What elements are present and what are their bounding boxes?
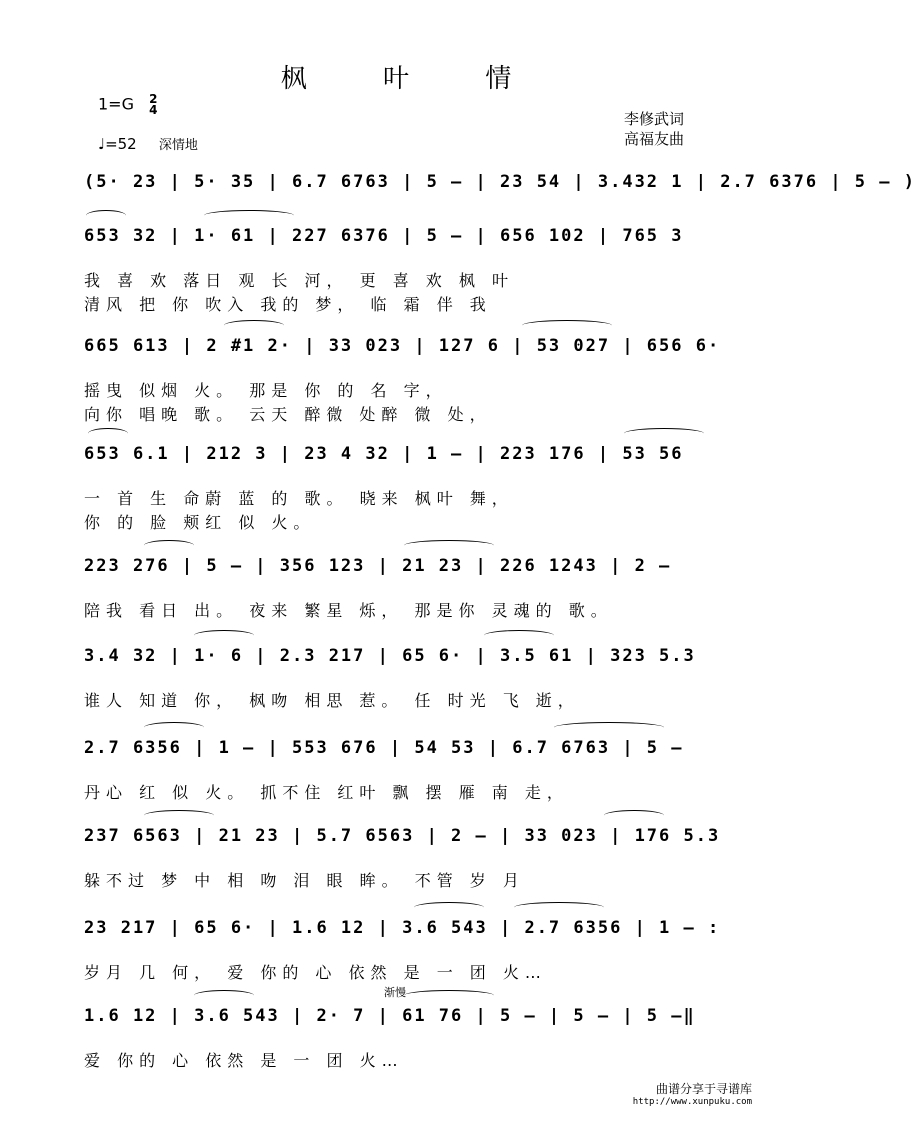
slur — [224, 320, 284, 331]
lyrics-verse-1: 爱 你的 心 依然 是 一 团 火… — [84, 1051, 404, 1070]
lyrics-verse-1: 陪我 看日 出。 夜来 繁星 烁， 那是你 灵魂的 歌。 — [84, 601, 613, 620]
tempo-label: ♩=52 — [98, 135, 137, 153]
notation-row: 237 6563 | 21 23 | 5.7 6563 | 2 – | 33 023 | 176 5.3 — [84, 826, 721, 846]
site-footer — [633, 1083, 752, 1109]
notation-row: 653 6.1 | 212 3 | 23 4 32 | 1 – | 223 176 | 53 56 — [84, 444, 684, 464]
slur — [414, 902, 484, 913]
lyricist-credit: 李修武词 — [624, 110, 685, 128]
lyrics-verse-1: 一 首 生 命蔚 蓝 的 歌。 晓来 枫叶 舞， — [84, 489, 514, 508]
slur — [604, 810, 664, 821]
slur — [554, 722, 664, 733]
slur — [194, 630, 254, 641]
key-label: 1=G — [98, 94, 134, 114]
score-line-3 — [84, 336, 721, 454]
notation-row: 23 217 | 65 6· | 1.6 12 | 3.6 543 | 2.7 6356 | 1 – : — [84, 918, 721, 938]
composer-credit: 高福友曲 — [624, 130, 685, 148]
notation-row: (5· 23 | 5· 35 | 6.7 6763 | 5 – | 23 54 | 3.432 1 | 2.7 6376 | 5 – ) — [84, 172, 916, 192]
tempo-marking — [98, 134, 198, 153]
slur — [484, 630, 554, 641]
time-signature — [149, 94, 157, 116]
time-bottom: 4 — [149, 103, 158, 117]
time-top: 2 — [149, 92, 158, 106]
slur — [88, 428, 128, 439]
lyrics-verse-1: 丹心 红 似 火。 抓不住 红叶 飘 摆 雁 南 走， — [84, 783, 569, 802]
notation-row: 665 613 | 2 #1 2· | 33 023 | 127 6 | 53 027 | 656 6· — [84, 336, 721, 356]
lyrics-verse-1: 摇曳 似烟 火。 那是 你 的 名 字， — [84, 381, 448, 400]
key-signature — [98, 94, 157, 116]
notation-row: 2.7 6356 | 1 – | 553 676 | 54 53 | 6.7 6763 | 5 – — [84, 738, 684, 758]
slur — [144, 722, 204, 733]
footer-brand: 曲谱分享于寻谱库 — [655, 1082, 752, 1096]
notation-row: 1.6 12 | 3.6 543 | 2· 7 | 61 76 | 5 – | 5 – | 5 –‖ — [84, 1006, 696, 1026]
gradual-slow-mark: 渐慢 — [384, 986, 406, 999]
slur — [144, 810, 214, 821]
score-line-10 — [84, 1006, 714, 1124]
notation-row: 653 32 | 1· 61 | 227 6376 | 5 – | 656 102 | 765 3 — [84, 226, 684, 246]
lyrics-verse-2: 清风 把 你 吹入 我的 梦， 临 霜 伴 我 — [84, 295, 492, 314]
slur — [194, 990, 254, 1001]
slur — [144, 540, 194, 551]
slur — [404, 540, 494, 551]
lyrics-verse-1: 躲不过 梦 中 相 吻 泪 眼 眸。 不管 岁 月 — [84, 871, 525, 890]
score-line-2 — [84, 226, 714, 344]
lyrics-verse-2: 你 的 脸 颊红 似 火。 — [84, 513, 316, 532]
slur — [86, 210, 126, 221]
footer-url[interactable]: http://www.xunpuku.com — [632, 1097, 752, 1107]
slur — [204, 210, 294, 221]
slur — [514, 902, 604, 913]
slur — [404, 990, 494, 1001]
song-title: 枫 叶 情 — [280, 64, 546, 94]
lyrics-verse-1: 我 喜 欢 落日 观 长 河， 更 喜 欢 枫 叶 — [84, 271, 514, 290]
notation-row: 3.4 32 | 1· 6 | 2.3 217 | 65 6· | 3.5 61 | 323 5.3 — [84, 646, 696, 666]
lyrics-verse-1: 岁月 几 何， 爱 你的 心 依然 是 一 团 火… — [84, 963, 547, 982]
lyrics-verse-1: 谁人 知道 你， 枫吻 相思 惹。 任 时光 飞 逝， — [84, 691, 580, 710]
slur — [624, 428, 704, 439]
slur — [522, 320, 612, 331]
notation-row: 223 276 | 5 – | 356 123 | 21 23 | 226 1243 | 2 – — [84, 556, 672, 576]
lyrics-verse-2: 向你 唱晚 歌。 云天 醉微 处醉 微 处， — [84, 405, 492, 424]
expression-label: 深情地 — [158, 138, 198, 153]
